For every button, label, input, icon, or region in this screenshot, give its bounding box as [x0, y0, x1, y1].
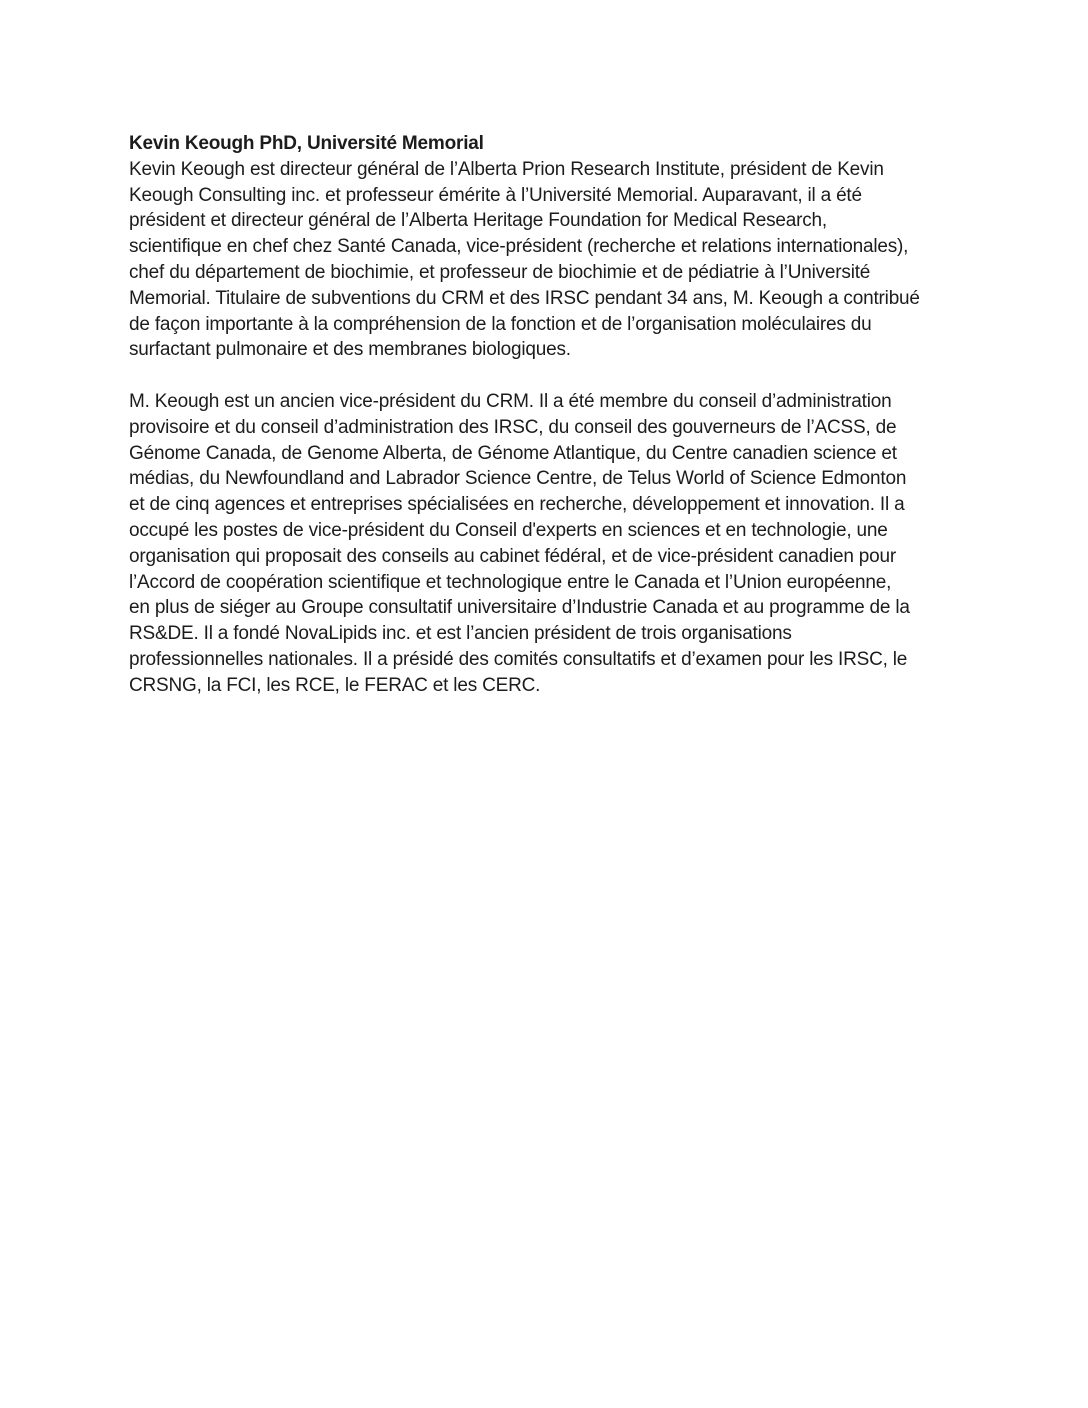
text-line: Memorial. Titulaire de subventions du CRM et des IRSC pendant 34 ans, M. Keough a contribué — [129, 287, 920, 309]
text-line: Kevin Keough est directeur général de l’Alberta Prion Research Institute, président de Kevin — [129, 158, 884, 180]
document-heading: Kevin Keough PhD, Université Memorial — [129, 133, 484, 154]
paragraph — [129, 389, 959, 699]
text-line: l’Accord de coopération scientifique et technologique entre le Canada et l’Union européenne, — [129, 571, 892, 593]
text-line: surfactant pulmonaire et des membranes biologiques. — [129, 339, 571, 361]
paragraphs-container — [129, 157, 959, 699]
text-line: scientifique en chef chez Santé Canada, vice-président (recherche et relations internationales), — [129, 236, 909, 258]
text-line: RS&DE. Il a fondé NovaLipids inc. et est l’ancien président de trois organisations — [129, 623, 792, 645]
text-line: occupé les postes de vice-président du Conseil d'experts en sciences et en technologie, une — [129, 519, 888, 541]
text-line: médias, du Newfoundland and Labrador Science Centre, de Telus World of Science Edmonton — [129, 468, 907, 490]
text-line: organisation qui proposait des conseils au cabinet fédéral, et de vice‑président canadien pour — [129, 545, 897, 567]
text-line: provisoire et du conseil d’administration des IRSC, du conseil des gouverneurs de l’ACSS, de — [129, 416, 897, 438]
text-line: CRSNG, la FCI, les RCE, le FERAC et les CERC. — [129, 674, 541, 696]
text-line: chef du département de biochimie, et professeur de biochimie et de pédiatrie à l’Université — [129, 261, 871, 283]
text-line: et de cinq agences et entreprises spécialisées en recherche, développement et innovation. Il a — [129, 494, 905, 516]
text-line: M. Keough est un ancien vice-président du CRM. Il a été membre du conseil d’administration — [129, 390, 892, 412]
text-line: président et directeur général de l’Alberta Heritage Foundation for Medical Research, — [129, 210, 828, 232]
document-content — [129, 131, 959, 699]
text-line: de façon importante à la compréhension de la fonction et de l’organisation moléculaires du — [129, 313, 872, 335]
text-line: Génome Canada, de Genome Alberta, de Génome Atlantique, du Centre canadien science et — [129, 442, 897, 464]
paragraph — [129, 157, 959, 363]
text-line: Keough Consulting inc. et professeur émérite à l’Université Memorial. Auparavant, il a été — [129, 184, 862, 206]
text-line: en plus de siéger au Groupe consultatif universitaire d’Industrie Canada et au programme de la — [129, 597, 910, 619]
text-line: professionnelles nationales. Il a présidé des comités consultatifs et d’examen pour les IRSC, le — [129, 648, 908, 670]
